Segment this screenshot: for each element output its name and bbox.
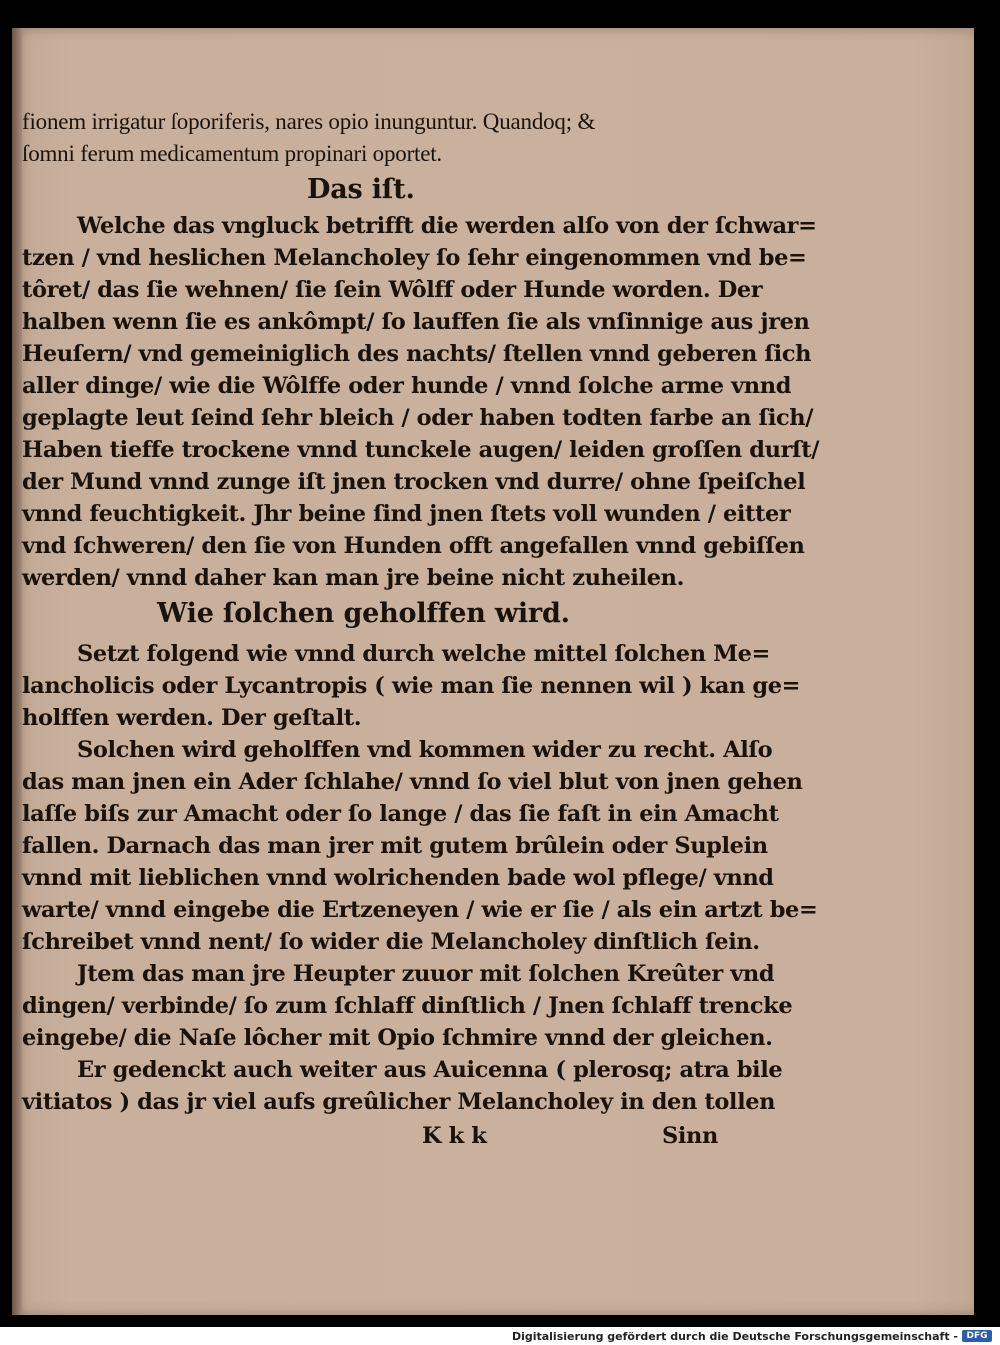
text-line-20: Solchen wird geholffen vnd kommen wider zu recht. Alſo xyxy=(77,737,773,763)
text-line-14: vnd ſchweren/ den ſie von Hunden offt angefallen vnnd gebiſſen xyxy=(22,533,805,559)
text-line-2: ſomni ferum medicamentum propinari oportet. xyxy=(22,141,442,166)
text-line-17: Setzt folgend wie vnnd durch welche mittel ſolchen Me= xyxy=(77,641,770,667)
text-line-30: Er gedenckt auch weiter aus Auicenna ( plerosq; atra bile xyxy=(77,1057,783,1083)
text-line-21: das man jnen ein Ader ſchlahe/ vnnd ſo viel blut von jnen gehen xyxy=(22,769,803,795)
text-line-8: Heuſern/ vnd gemeiniglich des nachts/ ſtellen vnnd geberen ſich xyxy=(22,341,812,367)
text-line-12: der Mund vnnd zunge iſt jnen trocken vnd durre/ ohne ſpeiſchel xyxy=(22,469,806,495)
text-line-10: geplagte leut ſeind ſehr bleich / oder haben todten farbe an ſich/ xyxy=(22,405,814,431)
digitization-credit: Digitalisierung gefördert durch die Deutsche Forschungsgemeinschaft - xyxy=(511,1330,958,1343)
signature-mark: K k k xyxy=(422,1123,487,1149)
text-line-5: tzen / vnd heslichen Melancholey ſo ſehr eingenommen vnd be= xyxy=(22,245,807,271)
text-line-7: halben wenn ſie es ankômpt/ ſo lauffen ſie als vnſinnige aus jren xyxy=(22,309,810,335)
page-binding-edge xyxy=(12,28,22,1315)
text-line-19: holffen werden. Der geſtalt. xyxy=(22,705,362,731)
text-line-27: Jtem das man jre Heupter zuuor mit ſolchen Kreûter vnd xyxy=(77,961,775,987)
text-line-24: vnnd mit lieblichen vnnd wolrichenden bade wol pflege/ vnnd xyxy=(22,865,774,891)
text-line-4: Welche das vngluck betrifft die werden alſo von der ſchwar= xyxy=(77,213,817,239)
section-heading-wie-solchen: Wie ſolchen geholffen wird. xyxy=(157,598,570,629)
dfg-logo: DFG xyxy=(962,1330,992,1342)
text-line-15: werden/ vnnd daher kan man jre beine nicht zuheilen. xyxy=(22,565,685,591)
text-line-31: vitiatos ) das jr viel aufs greûlicher Melancholey in den tollen xyxy=(22,1089,776,1115)
text-line-11: Haben tieffe trockene vnnd tunckele augen/ leiden groſſen durſt/ xyxy=(22,437,820,463)
text-line-22: laſſe biſs zur Amacht oder ſo lange / das ſie faſt in ein Amacht xyxy=(22,801,779,827)
text-line-23: fallen. Darnach das man jrer mit gutem brûlein oder Suplein xyxy=(22,833,768,859)
text-line-9: aller dinge/ wie die Wôlffe oder hunde / vnnd ſolche arme vnnd xyxy=(22,373,792,399)
catchword: Sinn xyxy=(662,1123,718,1149)
text-line-13: vnnd feuchtigkeit. Jhr beine ſind jnen ſtets voll wunden / eitter xyxy=(22,501,791,527)
text-line-6: tôret/ das ſie wehnen/ ſie ſein Wôlff oder Hunde worden. Der xyxy=(22,277,763,303)
text-line-28: dingen/ verbinde/ ſo zum ſchlaff dinſtlich / Jnen ſchlaff trencke xyxy=(22,993,793,1019)
text-line-18: lancholicis oder Lycantropis ( wie man ſie nennen wil ) kan ge= xyxy=(22,673,801,699)
text-line-25: warte/ vnnd eingebe die Ertzeneyen / wie er ſie / als ein artzt be= xyxy=(22,897,818,923)
text-line-26: ſchreibet vnnd nent/ ſo wider die Melancholey dinſtlich ſein. xyxy=(22,929,760,955)
section-heading-das-ist: Das iſt. xyxy=(307,174,415,205)
book-page xyxy=(12,28,974,1315)
text-line-1: fionem irrigatur ſoporiferis, nares opio inunguntur. Quandoq; & xyxy=(22,109,596,134)
text-line-29: eingebe/ die Naſe lôcher mit Opio ſchmire vnnd der gleichen. xyxy=(22,1025,773,1051)
